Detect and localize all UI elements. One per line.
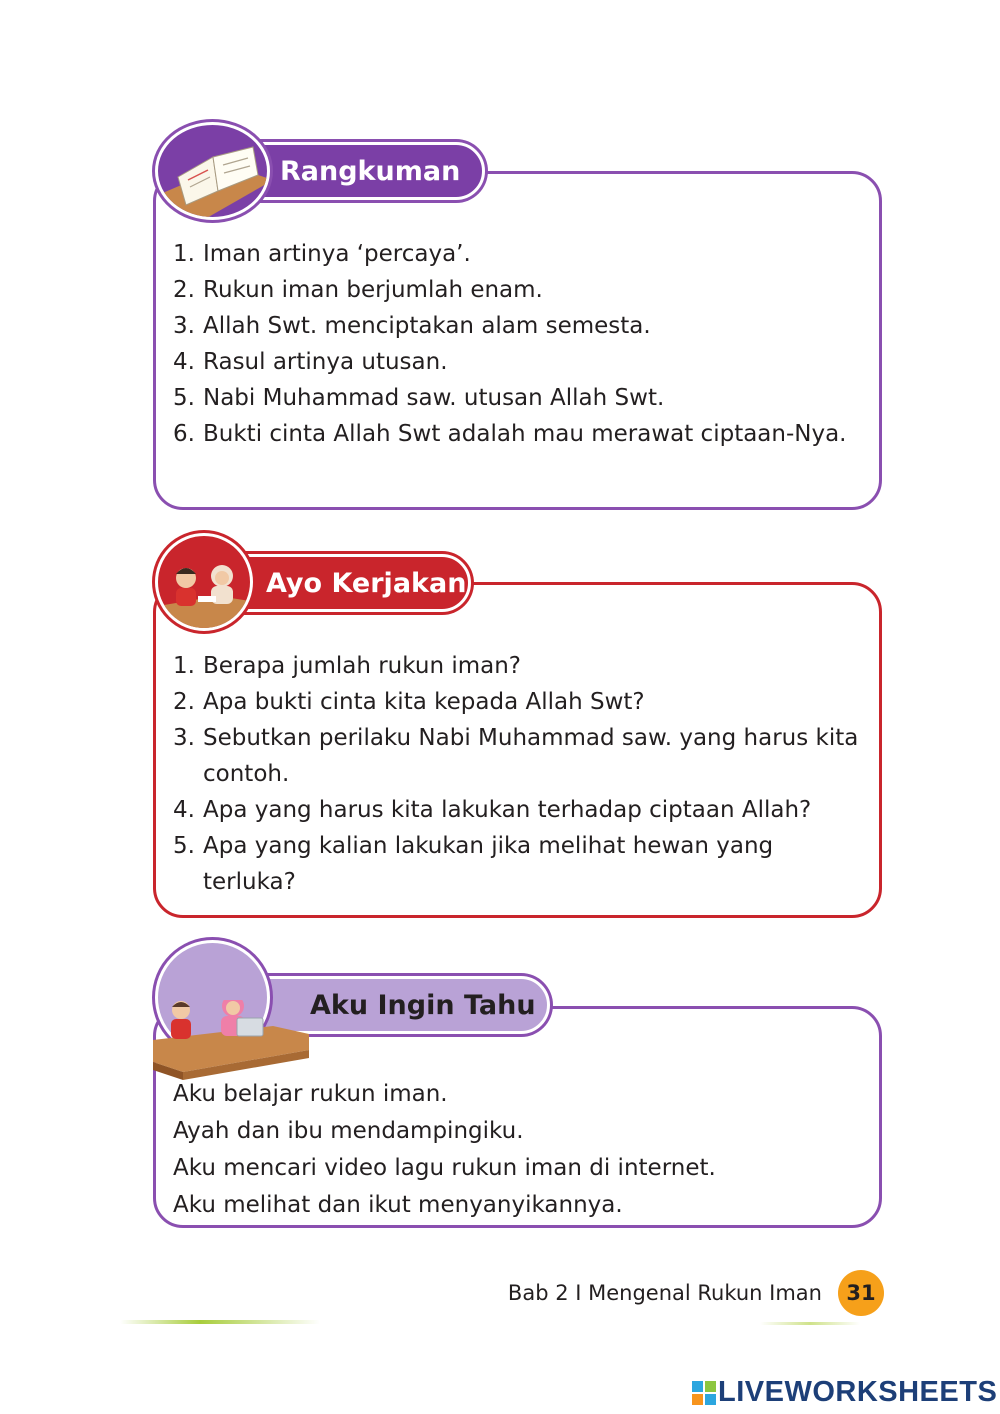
list-item: 4. Apa yang harus kita lakukan terhadap ciptaan Allah? — [173, 797, 812, 823]
list-item: 2. Apa bukti cinta kita kepada Allah Swt? — [173, 689, 645, 715]
footer-chapter: Bab 2 I Mengenal Rukun Iman — [507, 1281, 822, 1305]
footer-divider-left — [120, 1320, 320, 1324]
list-item: 6. Bukti cinta Allah Swt adalah mau merawat ciptaan-Nya. — [173, 421, 847, 447]
students-laptop-icon — [153, 1000, 313, 1080]
liveworksheets-logo-icon — [692, 1381, 716, 1405]
paragraph-line: Aku mencari video lagu rukun iman di internet. — [173, 1155, 716, 1181]
list-item: 1. Iman artinya ‘percaya’. — [173, 241, 471, 267]
rangkuman-illustration — [155, 122, 270, 220]
list-item: 3. Sebutkan perilaku Nabi Muhammad saw. yang harus kita contoh. — [173, 725, 859, 787]
list-item: 5. Apa yang kalian lakukan jika melihat hewan yang terluka? — [173, 833, 774, 895]
paragraph-line: Ayah dan ibu mendampingiku. — [173, 1118, 524, 1144]
watermark-text: LIVEWORKSHEETS — [718, 1376, 998, 1408]
paragraph-line: Aku melihat dan ikut menyanyikannya. — [173, 1192, 623, 1218]
ayo-kerjakan-title: Ayo Kerjakan — [266, 567, 467, 599]
rangkuman-title: Rangkuman — [280, 155, 461, 187]
list-item: 2. Rukun iman berjumlah enam. — [173, 277, 543, 303]
footer-divider-right — [760, 1322, 860, 1325]
list-item: 3. Allah Swt. menciptakan alam semesta. — [173, 313, 651, 339]
rangkuman-list — [173, 236, 868, 452]
aku-ingin-tahu-text — [173, 1076, 868, 1224]
paragraph-line: Aku belajar rukun iman. — [173, 1081, 448, 1107]
list-item: 5. Nabi Muhammad saw. utusan Allah Swt. — [173, 385, 665, 411]
list-item: 1. Berapa jumlah rukun iman? — [173, 653, 522, 679]
ayo-kerjakan-list — [173, 648, 868, 900]
ayo-kerjakan-illustration — [155, 533, 253, 631]
list-item: 4. Rasul artinya utusan. — [173, 349, 448, 375]
liveworksheets-logo — [692, 1376, 997, 1409]
aku-ingin-tahu-title: Aku Ingin Tahu — [310, 989, 536, 1021]
ayo-kerjakan-tab — [215, 554, 471, 612]
page-number: 31 — [838, 1270, 884, 1316]
